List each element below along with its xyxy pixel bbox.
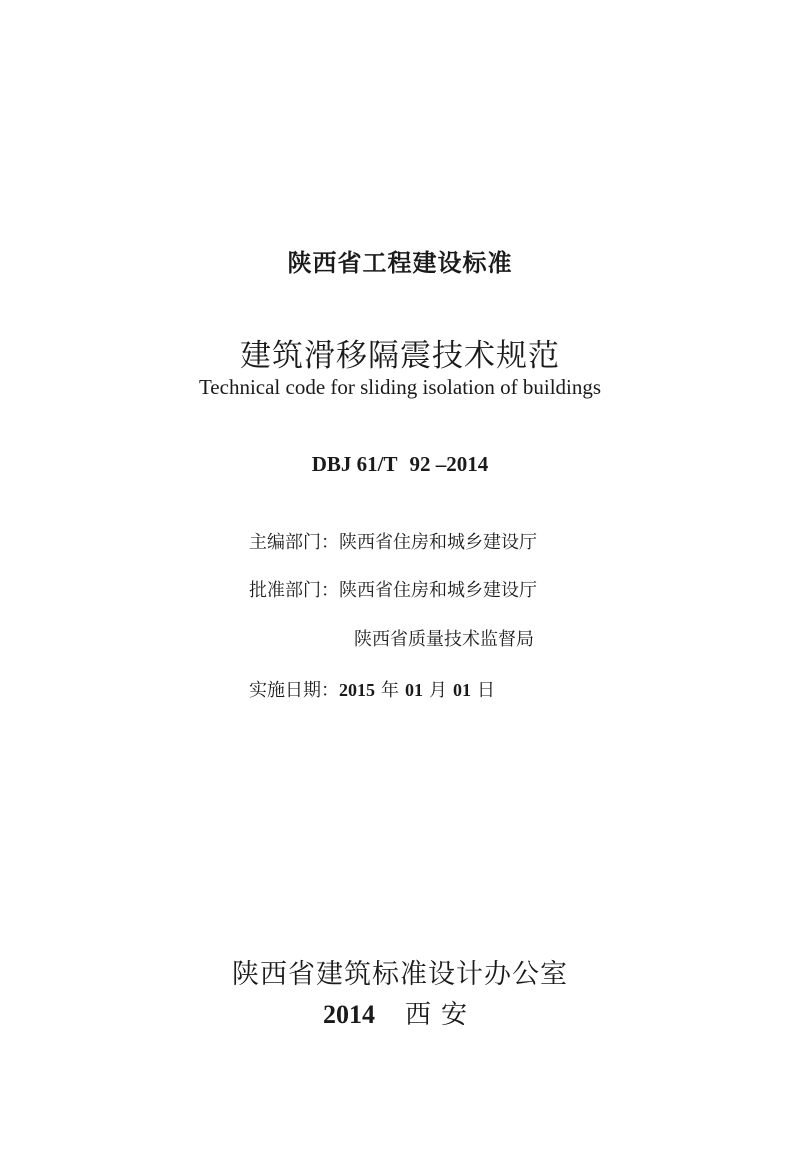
editor-department-row — [249, 530, 537, 556]
approver-department-row — [249, 578, 537, 604]
editor-department-label: 主编部门： — [249, 532, 339, 553]
effective-date-year-unit: 年 — [381, 680, 399, 701]
effective-date-day: 01 — [453, 680, 471, 700]
effective-date-label: 实施日期： — [249, 680, 339, 701]
approver-department-value-1: 陕西省住房和城乡建设厅 — [339, 580, 537, 601]
approver-department-value-2: 陕西省质量技术监督局 — [354, 629, 534, 650]
standard-series-title: 陕西省工程建设标准 — [287, 249, 513, 277]
document-title-chinese: 建筑滑移隔震技术规范 — [240, 338, 560, 374]
editor-department-value: 陕西省住房和城乡建设厅 — [339, 532, 537, 553]
document-title-english: Technical code for sliding isolation of buildings — [198, 375, 602, 399]
effective-date-row — [249, 677, 501, 704]
standard-code-prefix: DBJ 61/T — [311, 452, 398, 476]
approver-department-label: 批准部门： — [249, 580, 339, 601]
effective-date-month: 01 — [405, 680, 423, 700]
effective-date-year: 2015 — [339, 680, 375, 700]
publication-year: 2014 — [322, 1000, 375, 1029]
standard-code-number: 92 –2014 — [409, 452, 489, 476]
standard-code — [0, 452, 800, 477]
publication-city: 西安 — [404, 1000, 477, 1030]
publication-line — [0, 994, 800, 1031]
effective-date-day-unit: 日 — [477, 680, 495, 701]
effective-date-month-unit: 月 — [429, 680, 447, 701]
approver-department-row-2 — [354, 627, 534, 653]
publisher-name: 陕西省建筑标准设计办公室 — [232, 959, 568, 990]
